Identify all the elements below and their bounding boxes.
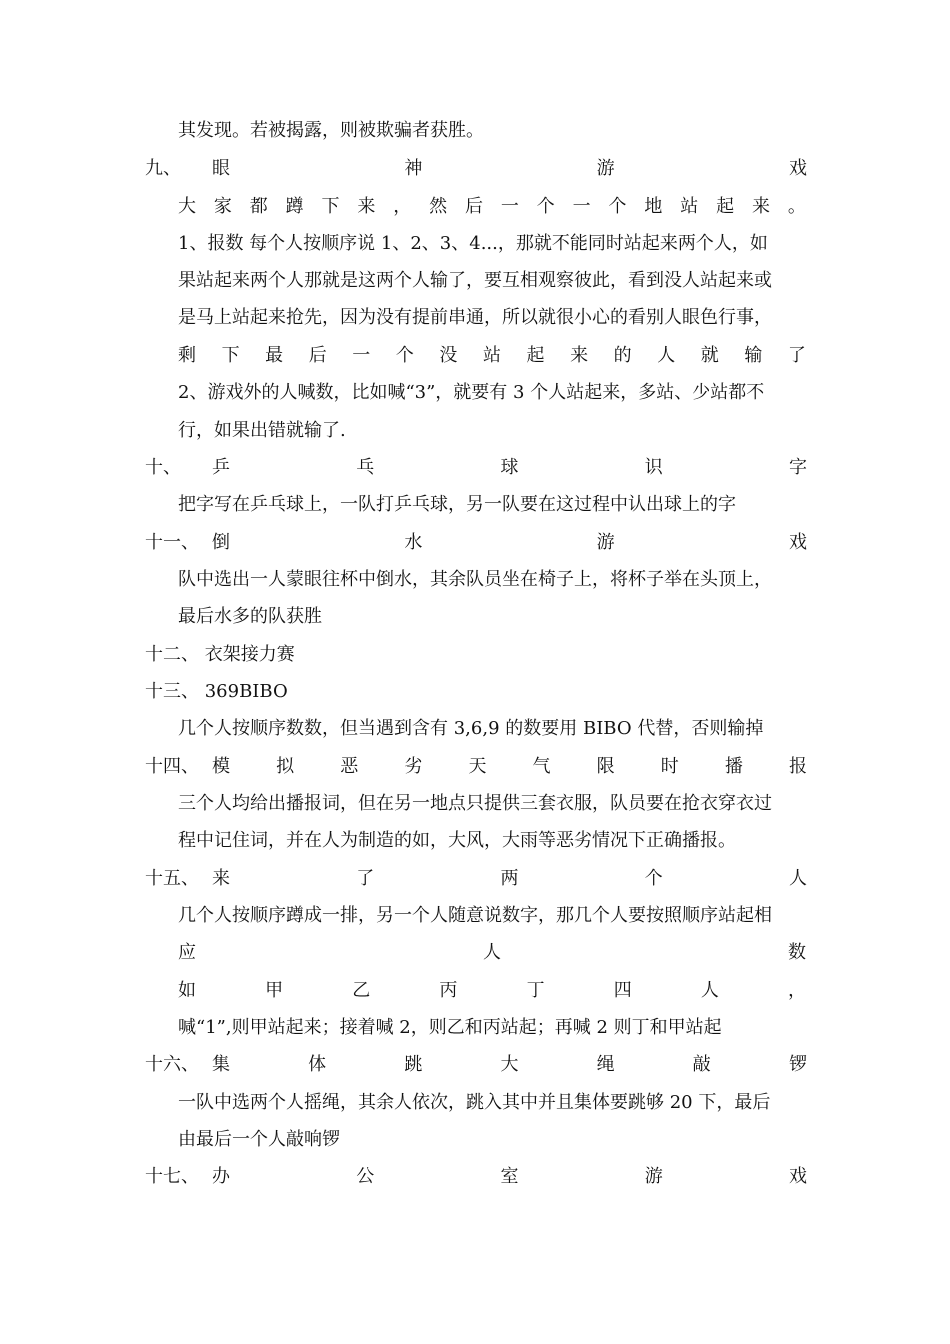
- section-number-10: 十、: [145, 457, 181, 478]
- justified-char: 了: [356, 868, 375, 889]
- justified-char: 丙: [439, 980, 458, 1001]
- justified-char: 蹲: [285, 196, 304, 217]
- justified-char: 个: [608, 196, 627, 217]
- justified-char: 游: [644, 1166, 663, 1187]
- justified-char: 体: [308, 1054, 327, 1075]
- justified-char: 没: [439, 345, 458, 366]
- justified-char: 时: [660, 756, 679, 777]
- justified-char: 个: [644, 868, 663, 889]
- section-heading-17: [212, 1166, 807, 1188]
- justified-char: 来: [752, 196, 770, 217]
- section-heading-15: [212, 868, 807, 890]
- justified-char: 个: [536, 196, 555, 217]
- justified-char: 人: [789, 868, 807, 889]
- justified-char: 限: [596, 756, 615, 777]
- justified-char: 起: [716, 196, 735, 217]
- justified-char: 了: [787, 345, 806, 366]
- justified-char: 一: [572, 196, 591, 217]
- justified-char: 。: [787, 196, 806, 217]
- justified-char: 丁: [526, 980, 545, 1001]
- paragraph-line: 队中选出一人蒙眼往杯中倒水，其余队员坐在椅子上，将杯子举在头顶上，: [178, 569, 772, 590]
- section-number-17: 十七、: [145, 1166, 199, 1187]
- justified-char: 室: [500, 1166, 519, 1187]
- justified-char: ，: [787, 980, 806, 1001]
- justified-char: 报: [788, 756, 807, 777]
- paragraph-line: 喊“1”,则甲站起来；接着喊 2，则乙和丙站起；再喊 2 则丁和甲站起: [178, 1017, 722, 1038]
- justified-char: 应: [178, 942, 196, 963]
- justified-char: 神: [404, 158, 423, 179]
- paragraph-line: 三个人均给出播报词，但在另一地点只提供三套衣服，队员要在抢衣穿衣过: [178, 793, 772, 814]
- justified-char: 就: [700, 345, 719, 366]
- justified-char: 戏: [788, 532, 807, 553]
- section-number-9: 九、: [145, 158, 181, 179]
- justified-char: 敲: [692, 1054, 711, 1075]
- justified-char: 恶: [340, 756, 359, 777]
- justified-char: 戏: [788, 158, 807, 179]
- section-heading-10: [212, 457, 807, 479]
- justified-char: 后: [308, 345, 327, 366]
- paragraph-line-justified: [178, 196, 806, 218]
- section-number-16: 十六、: [145, 1054, 199, 1075]
- justified-char: 人: [657, 345, 676, 366]
- justified-char: 下: [221, 345, 240, 366]
- paragraph-line: 最后水多的队获胜: [178, 606, 322, 627]
- justified-char: 一: [500, 196, 519, 217]
- justified-char: 锣: [788, 1054, 807, 1075]
- justified-char: 大: [500, 1054, 519, 1075]
- paragraph-line-justified: [178, 980, 806, 1002]
- justified-char: 气: [532, 756, 551, 777]
- justified-char: 输: [744, 345, 763, 366]
- justified-char: 倒: [212, 532, 230, 553]
- justified-char: 一: [352, 345, 371, 366]
- section-number-11: 十一、: [145, 532, 199, 553]
- justified-char: 甲: [265, 980, 284, 1001]
- justified-char: 戏: [789, 1166, 807, 1187]
- justified-char: 站: [680, 196, 699, 217]
- justified-char: 下: [321, 196, 340, 217]
- paragraph-line: 1、报数 每个人按顺序说 1、2、3、4...，那就不能同时站起来两个人，如: [178, 233, 768, 254]
- justified-char: 来: [357, 196, 376, 217]
- justified-char: 人: [700, 980, 719, 1001]
- section-number-15: 十五、: [145, 868, 199, 889]
- justified-char: 来: [212, 868, 230, 889]
- justified-char: 跳: [404, 1054, 423, 1075]
- justified-char: 站: [482, 345, 501, 366]
- justified-char: 集: [212, 1054, 230, 1075]
- justified-char: 都: [249, 196, 268, 217]
- justified-char: 乒: [212, 457, 230, 478]
- paragraph-line: 程中记住词，并在人为制造的如，大风，大雨等恶劣情况下正确播报。: [178, 830, 736, 851]
- section-heading-11: [212, 532, 807, 554]
- paragraph-line: 其发现。若被揭露，则被欺骗者获胜。: [178, 120, 484, 141]
- justified-char: 个: [395, 345, 414, 366]
- justified-char: 水: [404, 532, 423, 553]
- justified-char: 如: [178, 980, 196, 1001]
- justified-char: 播: [724, 756, 743, 777]
- justified-char: 球: [500, 457, 519, 478]
- paragraph-line-justified: [178, 345, 806, 367]
- paragraph-line: 由最后一个人敲响锣: [178, 1129, 340, 1150]
- paragraph-line-justified: [178, 942, 806, 964]
- section-heading-14: [212, 756, 807, 778]
- justified-char: 剩: [178, 345, 196, 366]
- justified-char: 大: [178, 196, 196, 217]
- paragraph-line: 是马上站起来抢先，因为没有提前串通，所以就很小心的看别人眼色行事，: [178, 307, 772, 328]
- paragraph-line: 几个人按顺序蹲成一排，另一个人随意说数字，那几个人要按照顺序站起相: [178, 905, 772, 926]
- justified-char: 游: [596, 158, 615, 179]
- justified-char: 天: [468, 756, 487, 777]
- justified-char: 识: [644, 457, 663, 478]
- justified-char: 公: [356, 1166, 375, 1187]
- justified-char: 绳: [596, 1054, 615, 1075]
- justified-char: 起: [526, 345, 545, 366]
- justified-char: 游: [596, 532, 615, 553]
- section-heading-13: 十三、 369BIBO: [145, 681, 288, 702]
- paragraph-line: 果站起来两个人那就是这两个人输了，要互相观察彼此，看到没人站起来或: [178, 270, 772, 291]
- paragraph-line: 把字写在乒乓球上，一队打乒乓球，另一队要在这过程中认出球上的字: [178, 494, 736, 515]
- justified-char: 后: [465, 196, 483, 217]
- justified-char: 最: [265, 345, 284, 366]
- justified-char: 办: [212, 1166, 230, 1187]
- paragraph-line: 一队中选两个人摇绳，其余人依次，跳入其中并且集体要跳够 20 下，最后: [178, 1092, 771, 1113]
- justified-char: 字: [789, 457, 807, 478]
- justified-char: 拟: [276, 756, 295, 777]
- section-number-14: 十四、: [145, 756, 199, 777]
- justified-char: 乙: [352, 980, 371, 1001]
- paragraph-line: 2、游戏外的人喊数，比如喊“3”，就要有 3 个人站起来，多站、少站都不: [178, 382, 765, 403]
- justified-char: 四: [613, 980, 632, 1001]
- justified-char: 的: [613, 345, 632, 366]
- justified-char: 然: [429, 196, 448, 217]
- paragraph-line: 行，如果出错就输了.: [178, 420, 346, 441]
- justified-char: 来: [570, 345, 589, 366]
- justified-char: 两: [500, 868, 519, 889]
- justified-char: 模: [212, 756, 230, 777]
- justified-char: 劣: [404, 756, 423, 777]
- justified-char: ，: [393, 196, 412, 217]
- section-heading-16: [212, 1054, 807, 1076]
- justified-char: 数: [788, 942, 806, 963]
- justified-char: 人: [483, 942, 501, 963]
- paragraph-line: 几个人按顺序数数，但当遇到含有 3,6,9 的数要用 BIBO 代替，否则输掉: [178, 718, 764, 739]
- justified-char: 家: [213, 196, 232, 217]
- justified-char: 地: [644, 196, 663, 217]
- justified-char: 乓: [356, 457, 375, 478]
- justified-char: 眼: [212, 158, 230, 179]
- section-heading-12: 十二、 衣架接力赛: [145, 644, 295, 665]
- section-heading-9: [212, 158, 807, 180]
